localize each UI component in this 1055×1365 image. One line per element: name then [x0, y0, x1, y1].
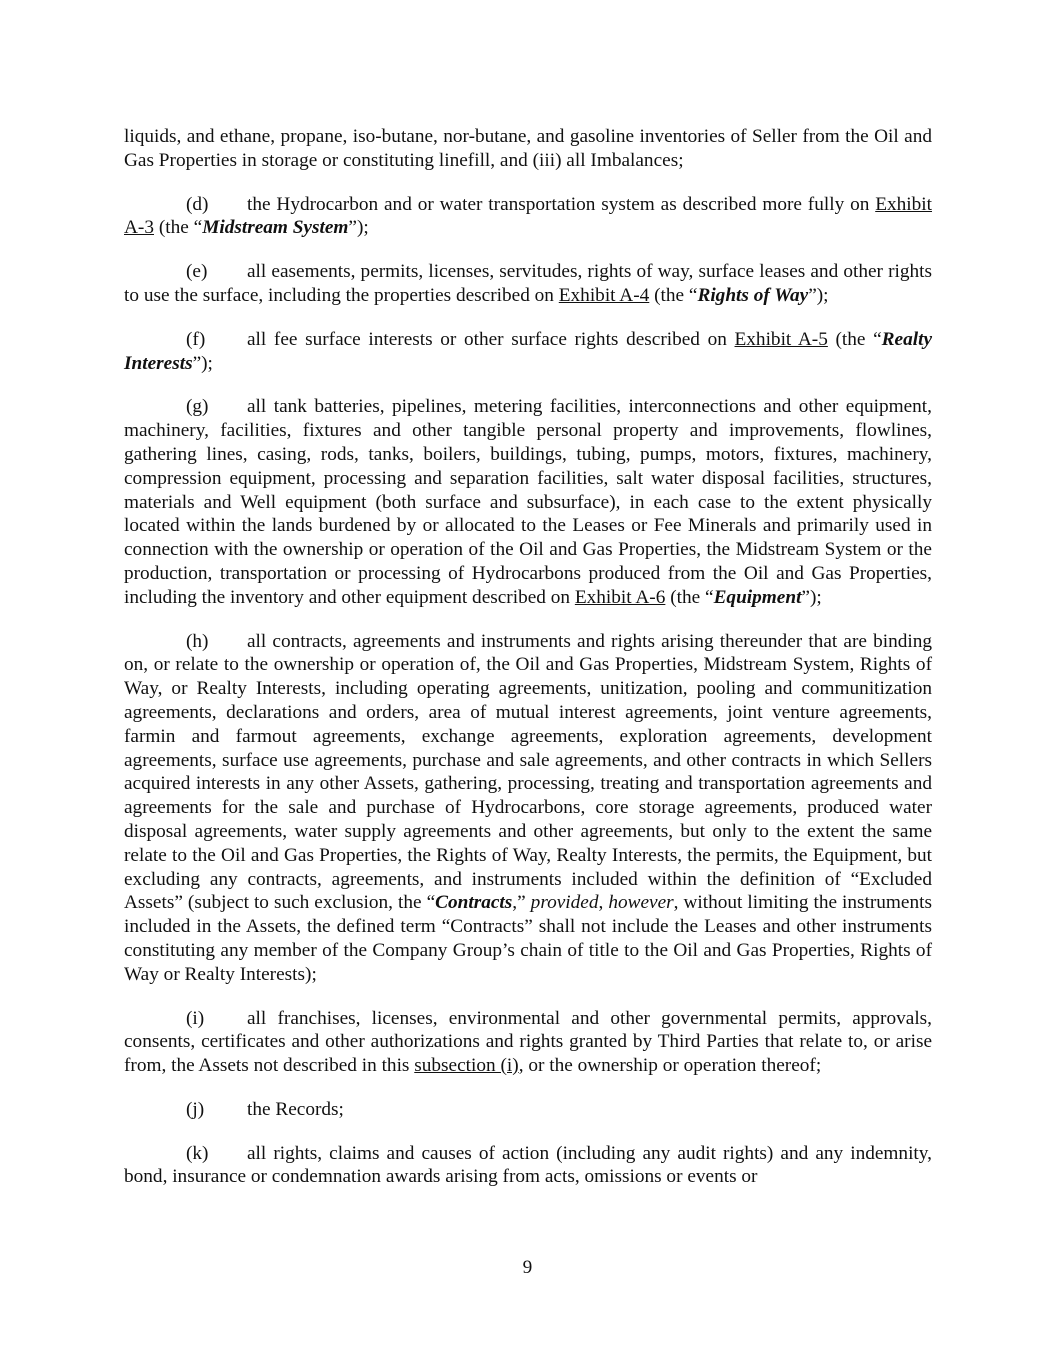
paragraph-d-text-3: ”);	[348, 217, 369, 239]
paragraph-d-text-1: the Hydrocarbon and or water transportation system as described more fully on	[247, 193, 876, 215]
paragraph-f	[124, 328, 932, 376]
document-page	[124, 125, 932, 1209]
exhibit-a6-reference: Exhibit A-6	[574, 586, 666, 608]
paragraph-g	[124, 395, 932, 609]
exhibit-a5-reference: Exhibit A-5	[734, 328, 828, 350]
item-label-h: (h)	[186, 630, 209, 652]
exhibit-a4-reference: Exhibit A-4	[558, 284, 650, 306]
item-label-e: (e)	[186, 261, 208, 283]
paragraph-g-text-1: all tank batteries, pipelines, metering facilities, interconnections and other equipment, machinery, facilities, fixtures and other tangible personal property and improvements, flowlines, gathering lines, casing, rods, tanks, boilers, buildings, tubing, pumps, motors, fixtures, machinery, compression equipment, processing and separation facilities, salt water disposal facilities, structures, materials and Well equipment (both surface and subsurface), in each case to the extent physically located within the lands burdened by or allocated to the Leases or Fee Minerals and primarily used in connection with the ownership or operation of the Oil and Gas Properties, the Midstream System or the production, transportation or processing of Hydrocarbons produced from the Oil and Gas Properties, including the inventory and other equipment described on	[124, 396, 932, 608]
item-label-k: (k)	[186, 1142, 209, 1164]
paragraph-f-text-3: ”);	[192, 352, 213, 374]
defined-term-realty-interests: Realty Interests	[124, 328, 933, 374]
paragraph-i	[124, 1007, 932, 1078]
defined-term-midstream-system: Midstream System	[202, 217, 349, 239]
defined-term-rights-of-way: Rights of Way	[697, 284, 809, 306]
paragraph-i-text-1: all franchises, licenses, environmental and other governmental permits, approvals, consents, certificates and other authorizations and rights granted by Third Parties that relate to, or arise from, the Assets not described in this	[124, 1007, 932, 1077]
proviso-provided: provided	[530, 892, 599, 914]
paragraph-d	[124, 193, 932, 241]
paragraph-f-text-1: all fee surface interests or other surface rights described on	[247, 328, 735, 350]
intro-text: liquids, and ethane, propane, iso-butane, nor-butane, and gasoline inventories of Seller from the Oil and Gas Properties in storage or constituting linefill, and (iii) all Imbalances;	[124, 126, 932, 171]
item-label-d: (d)	[186, 193, 209, 215]
paragraph-d-text-2: (the “	[154, 217, 203, 239]
paragraph-e-text-1: all easements, permits, licenses, servitudes, rights of way, surface leases and other rights to use the surface, including the properties described on	[124, 261, 932, 306]
paragraph-g-text-2: (the “	[665, 586, 714, 608]
proviso-however: however	[608, 892, 674, 914]
paragraph-h-text-2: ,”	[512, 892, 531, 914]
paragraph-j-text-1: the Records;	[247, 1098, 344, 1120]
paragraph-intro	[124, 125, 932, 173]
defined-term-equipment: Equipment	[713, 586, 802, 608]
paragraph-h-text-4: , without limiting the instruments included in the Assets, the defined term “Contracts” shall not include the Leases and other instruments constituting any member of the Company Group’s chain of title to the Oil and Gas Properties, Rights of Way or Realty Interests);	[124, 892, 932, 985]
paragraph-k-text-1: all rights, claims and causes of action (including any audit rights) and any indemnity, bond, insurance or condemnation awards arising from acts, omissions or events or	[124, 1142, 932, 1188]
paragraph-j	[124, 1098, 932, 1122]
subsection-i-reference: subsection (i)	[414, 1055, 519, 1077]
paragraph-e	[124, 260, 932, 308]
paragraph-f-text-2: (the “	[827, 328, 882, 350]
paragraph-e-text-3: ”);	[808, 284, 829, 306]
item-label-f: (f)	[186, 328, 206, 350]
defined-term-contracts: Contracts	[435, 892, 513, 914]
paragraph-e-text-2: (the “	[649, 284, 698, 306]
paragraph-k	[124, 1142, 932, 1190]
item-label-i: (i)	[186, 1007, 205, 1029]
paragraph-g-text-3: ”);	[801, 586, 822, 608]
paragraph-h-text-3: ,	[598, 892, 609, 914]
page-number: 9	[522, 1257, 533, 1278]
item-label-j: (j)	[186, 1098, 205, 1120]
paragraph-h	[124, 630, 932, 987]
paragraph-h-text-1: all contracts, agreements and instruments and rights arising thereunder that are binding on, or relate to the ownership or operation of, the Oil and Gas Properties, Midstream System, Rights of Way, or Realty Interests, including operating agreements, unitization, pooling and communitization agreements, declarations and orders, area of mutual interest agreements, joint venture agreements, farmin and farmout agreements, exchange agreements, exploration agreements, development agreements, surface use agreements, purchase and sale agreements, and other contracts in which Sellers acquired interests in any other Assets, gathering, processing, treating and transportation agreements and agreements for the sale and purchase of Hydrocarbons, core storage agreements, produced water disposal agreements, water supply agreements and other agreements, but only to the extent the same relate to the Oil and Gas Properties, the Rights of Way, Realty Interests, the permits, the Equipment, but excluding any contracts, agreements, and instruments included within the definition of “Excluded Assets” (subject to such exclusion, the “	[124, 630, 932, 914]
item-label-g: (g)	[186, 396, 209, 418]
paragraph-i-text-2: , or the ownership or operation thereof;	[518, 1055, 822, 1077]
exhibit-a3-reference: Exhibit A-3	[124, 193, 932, 239]
